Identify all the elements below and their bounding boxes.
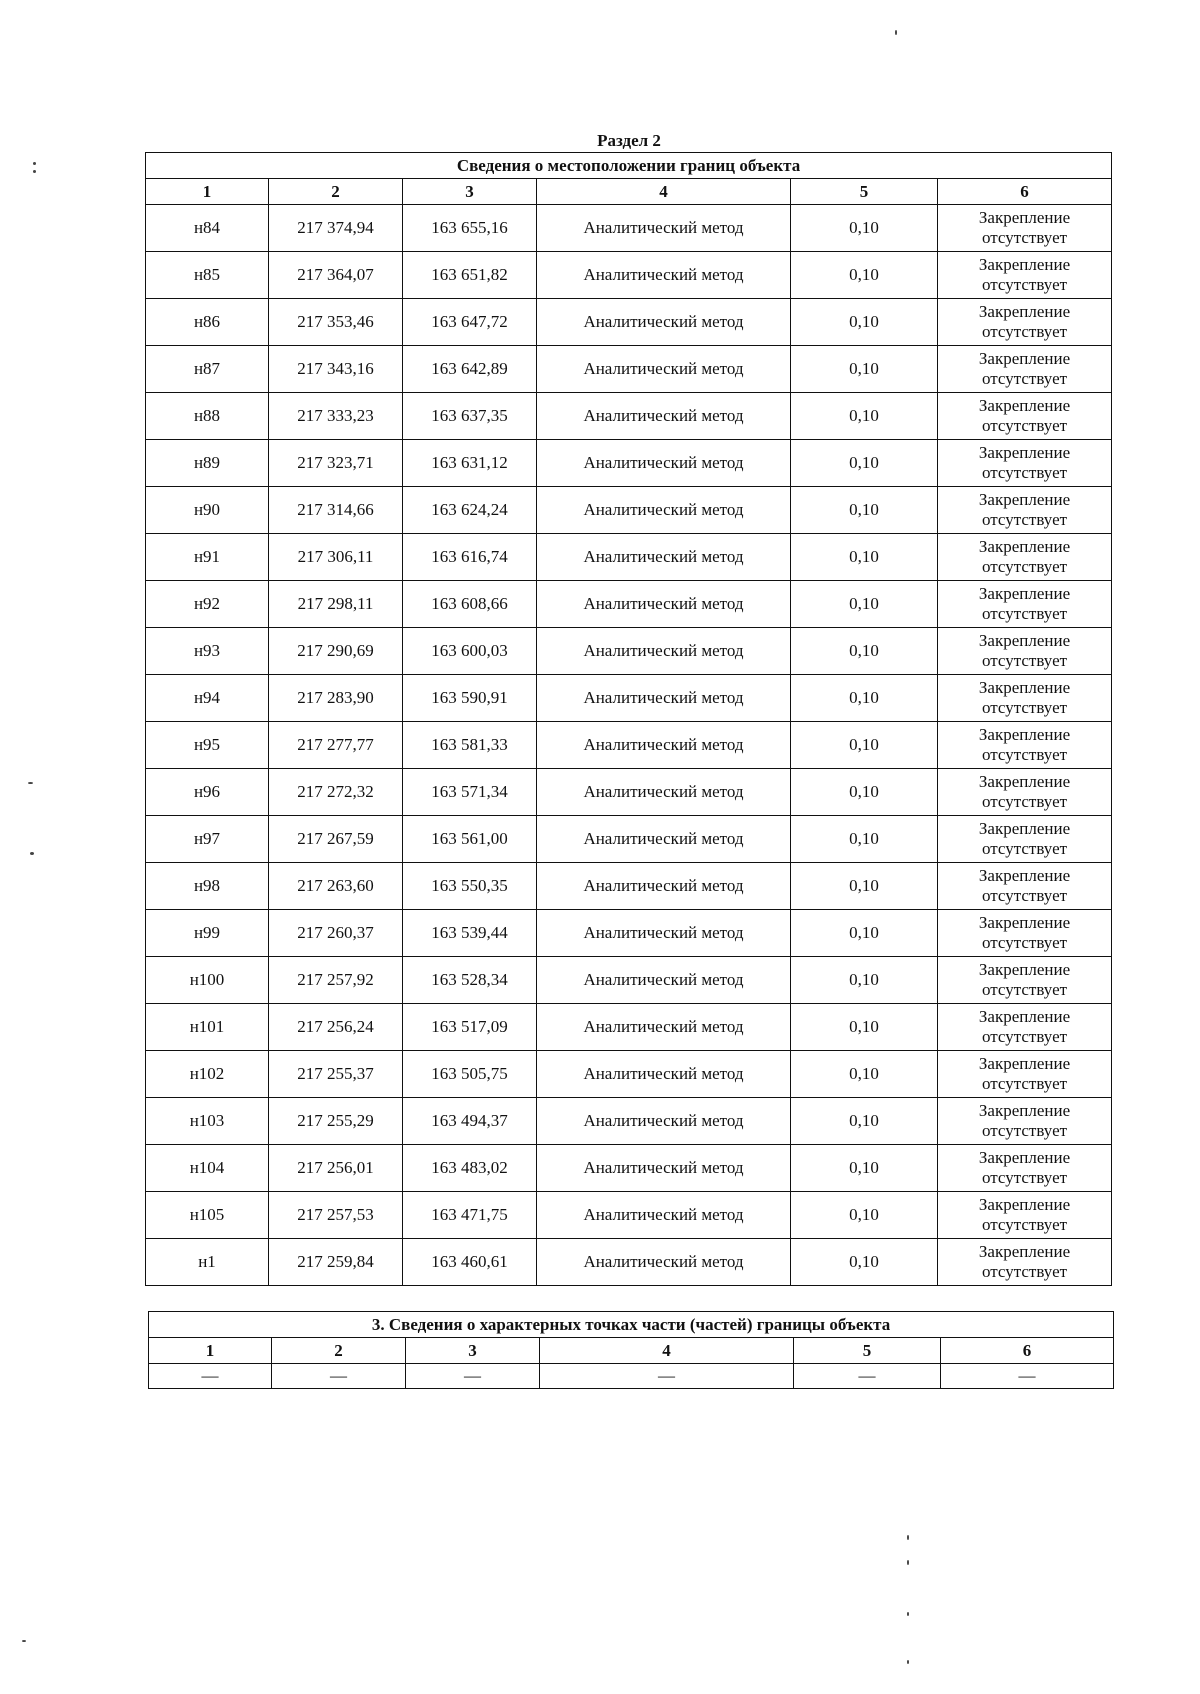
cell-accuracy: 0,10 [791,1239,938,1286]
table-row [146,346,1112,393]
cell-method: Аналитический метод [537,299,791,346]
fixing-line-2: отсутствует [982,1121,1068,1140]
cell-accuracy: 0,10 [791,1004,938,1051]
cell-y: 163 505,75 [403,1051,537,1098]
cell-method: Аналитический метод [537,769,791,816]
table-row [146,1239,1112,1286]
cell-point: н98 [146,863,269,910]
scan-speck [22,1640,26,1642]
fixing-line-1: Закрепление [978,819,1071,838]
cell-fixing [938,769,1112,816]
cell-point: н101 [146,1004,269,1051]
column-number-row [146,179,1112,205]
cell-point: н95 [146,722,269,769]
fixing-line-1: Закрепление [978,490,1071,509]
cell-point: н1 [146,1239,269,1286]
cell-method: Аналитический метод [537,722,791,769]
table-row [146,628,1112,675]
table-row [146,910,1112,957]
fixing-line-1: Закрепление [978,1242,1071,1261]
cell-x: 217 256,01 [269,1145,403,1192]
cell-fixing [938,628,1112,675]
table-cell: — [794,1364,941,1389]
fixing-line-2: отсутствует [982,275,1068,294]
cell-point: н102 [146,1051,269,1098]
cell-accuracy: 0,10 [791,1145,938,1192]
cell-accuracy: 0,10 [791,487,938,534]
section-heading: Раздел 2 [597,131,661,150]
fixing-line-1: Закрепление [978,1195,1071,1214]
column-number: 1 [149,1338,272,1364]
cell-method: Аналитический метод [537,1098,791,1145]
cell-point: н103 [146,1098,269,1145]
scan-speck [33,162,36,165]
column-number: 3 [406,1338,540,1364]
characteristic-points-table [148,1311,1114,1389]
fixing-line-2: отсутствует [982,1074,1068,1093]
cell-x: 217 255,29 [269,1098,403,1145]
fixing-line-2: отсутствует [982,557,1068,576]
table-row [146,1098,1112,1145]
table-row [146,769,1112,816]
cell-fixing [938,957,1112,1004]
fixing-line-1: Закрепление [978,1054,1071,1073]
cell-fixing [938,299,1112,346]
table-row [149,1364,1114,1389]
column-number-row [149,1338,1114,1364]
cell-y: 163 600,03 [403,628,537,675]
fixing-line-1: Закрепление [978,1148,1071,1167]
cell-x: 217 257,92 [269,957,403,1004]
table-row [146,440,1112,487]
cell-y: 163 590,91 [403,675,537,722]
cell-fixing [938,863,1112,910]
column-number: 4 [540,1338,794,1364]
cell-point: н90 [146,487,269,534]
table-title: 3. Сведения о характерных точках части (частей) границы объекта [149,1312,1114,1338]
cell-fixing [938,1004,1112,1051]
column-number: 2 [269,179,403,205]
cell-method: Аналитический метод [537,440,791,487]
scan-speck [28,782,33,784]
cell-accuracy: 0,10 [791,534,938,581]
fixing-line-2: отсутствует [982,604,1068,623]
scan-speck [907,1535,909,1540]
fixing-line-2: отсутствует [982,886,1068,905]
cell-fixing [938,393,1112,440]
boundary-locations-table [145,152,1112,1286]
cell-accuracy: 0,10 [791,205,938,252]
scan-speck [907,1660,909,1664]
cell-x: 217 323,71 [269,440,403,487]
cell-y: 163 651,82 [403,252,537,299]
fixing-line-1: Закрепление [978,725,1071,744]
cell-x: 217 374,94 [269,205,403,252]
fixing-line-2: отсутствует [982,698,1068,717]
cell-point: н87 [146,346,269,393]
cell-y: 163 471,75 [403,1192,537,1239]
fixing-line-1: Закрепление [978,584,1071,603]
cell-point: н94 [146,675,269,722]
table-row [146,205,1112,252]
table-title-row [146,153,1112,179]
cell-fixing [938,581,1112,628]
cell-method: Аналитический метод [537,910,791,957]
table-row [146,1145,1112,1192]
cell-fixing [938,1239,1112,1286]
fixing-line-2: отсутствует [982,933,1068,952]
cell-accuracy: 0,10 [791,1098,938,1145]
column-number: 3 [403,179,537,205]
cell-y: 163 571,34 [403,769,537,816]
scan-speck [907,1612,909,1616]
cell-accuracy: 0,10 [791,722,938,769]
cell-fixing [938,205,1112,252]
column-number: 5 [791,179,938,205]
cell-method: Аналитический метод [537,581,791,628]
cell-point: н99 [146,910,269,957]
cell-accuracy: 0,10 [791,346,938,393]
cell-fixing [938,722,1112,769]
table-row [146,863,1112,910]
cell-accuracy: 0,10 [791,1192,938,1239]
fixing-line-1: Закрепление [978,349,1071,368]
cell-x: 217 343,16 [269,346,403,393]
cell-method: Аналитический метод [537,863,791,910]
fixing-line-2: отсутствует [982,228,1068,247]
cell-x: 217 256,24 [269,1004,403,1051]
cell-x: 217 283,90 [269,675,403,722]
cell-method: Аналитический метод [537,628,791,675]
cell-method: Аналитический метод [537,393,791,440]
cell-method: Аналитический метод [537,252,791,299]
table-cell: — [406,1364,540,1389]
cell-accuracy: 0,10 [791,675,938,722]
fixing-line-1: Закрепление [978,208,1071,227]
fixing-line-1: Закрепление [978,913,1071,932]
cell-accuracy: 0,10 [791,863,938,910]
cell-x: 217 263,60 [269,863,403,910]
cell-accuracy: 0,10 [791,299,938,346]
fixing-line-2: отсутствует [982,1262,1068,1281]
cell-fixing [938,252,1112,299]
cell-point: н92 [146,581,269,628]
cell-method: Аналитический метод [537,346,791,393]
cell-fixing [938,534,1112,581]
cell-method: Аналитический метод [537,1192,791,1239]
cell-x: 217 272,32 [269,769,403,816]
cell-accuracy: 0,10 [791,440,938,487]
table-row [146,722,1112,769]
cell-x: 217 267,59 [269,816,403,863]
cell-point: н96 [146,769,269,816]
cell-y: 163 642,89 [403,346,537,393]
cell-fixing [938,1051,1112,1098]
cell-y: 163 460,61 [403,1239,537,1286]
cell-y: 163 581,33 [403,722,537,769]
cell-point: н88 [146,393,269,440]
cell-x: 217 277,77 [269,722,403,769]
cell-accuracy: 0,10 [791,957,938,1004]
cell-accuracy: 0,10 [791,910,938,957]
cell-fixing [938,675,1112,722]
fixing-line-2: отсутствует [982,651,1068,670]
cell-point: н104 [146,1145,269,1192]
cell-point: н85 [146,252,269,299]
cell-point: н86 [146,299,269,346]
cell-y: 163 528,34 [403,957,537,1004]
cell-point: н105 [146,1192,269,1239]
cell-accuracy: 0,10 [791,252,938,299]
column-number: 6 [941,1338,1114,1364]
cell-y: 163 616,74 [403,534,537,581]
table-cell: — [540,1364,794,1389]
cell-fixing [938,816,1112,863]
column-number: 5 [794,1338,941,1364]
cell-method: Аналитический метод [537,1051,791,1098]
cell-point: н84 [146,205,269,252]
cell-accuracy: 0,10 [791,1051,938,1098]
cell-method: Аналитический метод [537,534,791,581]
fixing-line-2: отсутствует [982,510,1068,529]
fixing-line-1: Закрепление [978,678,1071,697]
fixing-line-1: Закрепление [978,255,1071,274]
cell-x: 217 306,11 [269,534,403,581]
cell-accuracy: 0,10 [791,816,938,863]
fixing-line-2: отсутствует [982,792,1068,811]
column-number: 1 [146,179,269,205]
fixing-line-2: отсутствует [982,839,1068,858]
table-row [146,393,1112,440]
cell-y: 163 517,09 [403,1004,537,1051]
table-cell: — [272,1364,406,1389]
fixing-line-1: Закрепление [978,396,1071,415]
fixing-line-1: Закрепление [978,537,1071,556]
cell-method: Аналитический метод [537,1145,791,1192]
cell-method: Аналитический метод [537,816,791,863]
cell-method: Аналитический метод [537,675,791,722]
cell-y: 163 655,16 [403,205,537,252]
cell-accuracy: 0,10 [791,769,938,816]
cell-fixing [938,487,1112,534]
column-number: 6 [938,179,1112,205]
cell-y: 163 637,35 [403,393,537,440]
cell-fixing [938,346,1112,393]
table-row [146,957,1112,1004]
fixing-line-1: Закрепление [978,443,1071,462]
cell-x: 217 259,84 [269,1239,403,1286]
fixing-line-1: Закрепление [978,960,1071,979]
column-number: 2 [272,1338,406,1364]
cell-x: 217 255,37 [269,1051,403,1098]
column-number: 4 [537,179,791,205]
fixing-line-1: Закрепление [978,866,1071,885]
cell-fixing [938,1098,1112,1145]
cell-y: 163 624,24 [403,487,537,534]
table-row [146,1004,1112,1051]
cell-fixing [938,1145,1112,1192]
cell-y: 163 561,00 [403,816,537,863]
cell-x: 217 333,23 [269,393,403,440]
cell-x: 217 364,07 [269,252,403,299]
scan-speck [30,852,34,855]
cell-x: 217 298,11 [269,581,403,628]
fixing-line-2: отсутствует [982,1168,1068,1187]
fixing-line-2: отсутствует [982,416,1068,435]
table-row [146,816,1112,863]
cell-accuracy: 0,10 [791,581,938,628]
table-row [146,252,1112,299]
cell-accuracy: 0,10 [791,393,938,440]
fixing-line-2: отсутствует [982,1215,1068,1234]
fixing-line-1: Закрепление [978,631,1071,650]
cell-method: Аналитический метод [537,1004,791,1051]
cell-point: н91 [146,534,269,581]
cell-x: 217 257,53 [269,1192,403,1239]
cell-y: 163 608,66 [403,581,537,628]
table-cell: — [941,1364,1114,1389]
cell-y: 163 483,02 [403,1145,537,1192]
fixing-line-2: отсутствует [982,322,1068,341]
scan-speck [907,1560,909,1565]
cell-y: 163 494,37 [403,1098,537,1145]
scan-speck [895,30,897,35]
cell-y: 163 631,12 [403,440,537,487]
cell-accuracy: 0,10 [791,628,938,675]
cell-y: 163 647,72 [403,299,537,346]
cell-method: Аналитический метод [537,957,791,1004]
scan-speck [33,170,36,173]
cell-point: н100 [146,957,269,1004]
cell-fixing [938,1192,1112,1239]
cell-x: 217 314,66 [269,487,403,534]
cell-y: 163 550,35 [403,863,537,910]
cell-x: 217 353,46 [269,299,403,346]
table-row [146,487,1112,534]
cell-method: Аналитический метод [537,1239,791,1286]
fixing-line-1: Закрепление [978,772,1071,791]
fixing-line-1: Закрепление [978,1007,1071,1026]
cell-point: н93 [146,628,269,675]
cell-method: Аналитический метод [537,205,791,252]
cell-fixing [938,440,1112,487]
table-title-row [149,1312,1114,1338]
cell-x: 217 290,69 [269,628,403,675]
table-row [146,1192,1112,1239]
fixing-line-1: Закрепление [978,302,1071,321]
cell-y: 163 539,44 [403,910,537,957]
table-row [146,299,1112,346]
fixing-line-2: отсутствует [982,369,1068,388]
cell-point: н97 [146,816,269,863]
cell-method: Аналитический метод [537,487,791,534]
table-row [146,581,1112,628]
table-title: Сведения о местоположении границ объекта [146,153,1112,179]
fixing-line-2: отсутствует [982,980,1068,999]
fixing-line-2: отсутствует [982,1027,1068,1046]
cell-x: 217 260,37 [269,910,403,957]
table-row [146,675,1112,722]
table-row [146,534,1112,581]
fixing-line-1: Закрепление [978,1101,1071,1120]
fixing-line-2: отсутствует [982,463,1068,482]
table-row [146,1051,1112,1098]
table-cell: — [149,1364,272,1389]
cell-fixing [938,910,1112,957]
fixing-line-2: отсутствует [982,745,1068,764]
cell-point: н89 [146,440,269,487]
